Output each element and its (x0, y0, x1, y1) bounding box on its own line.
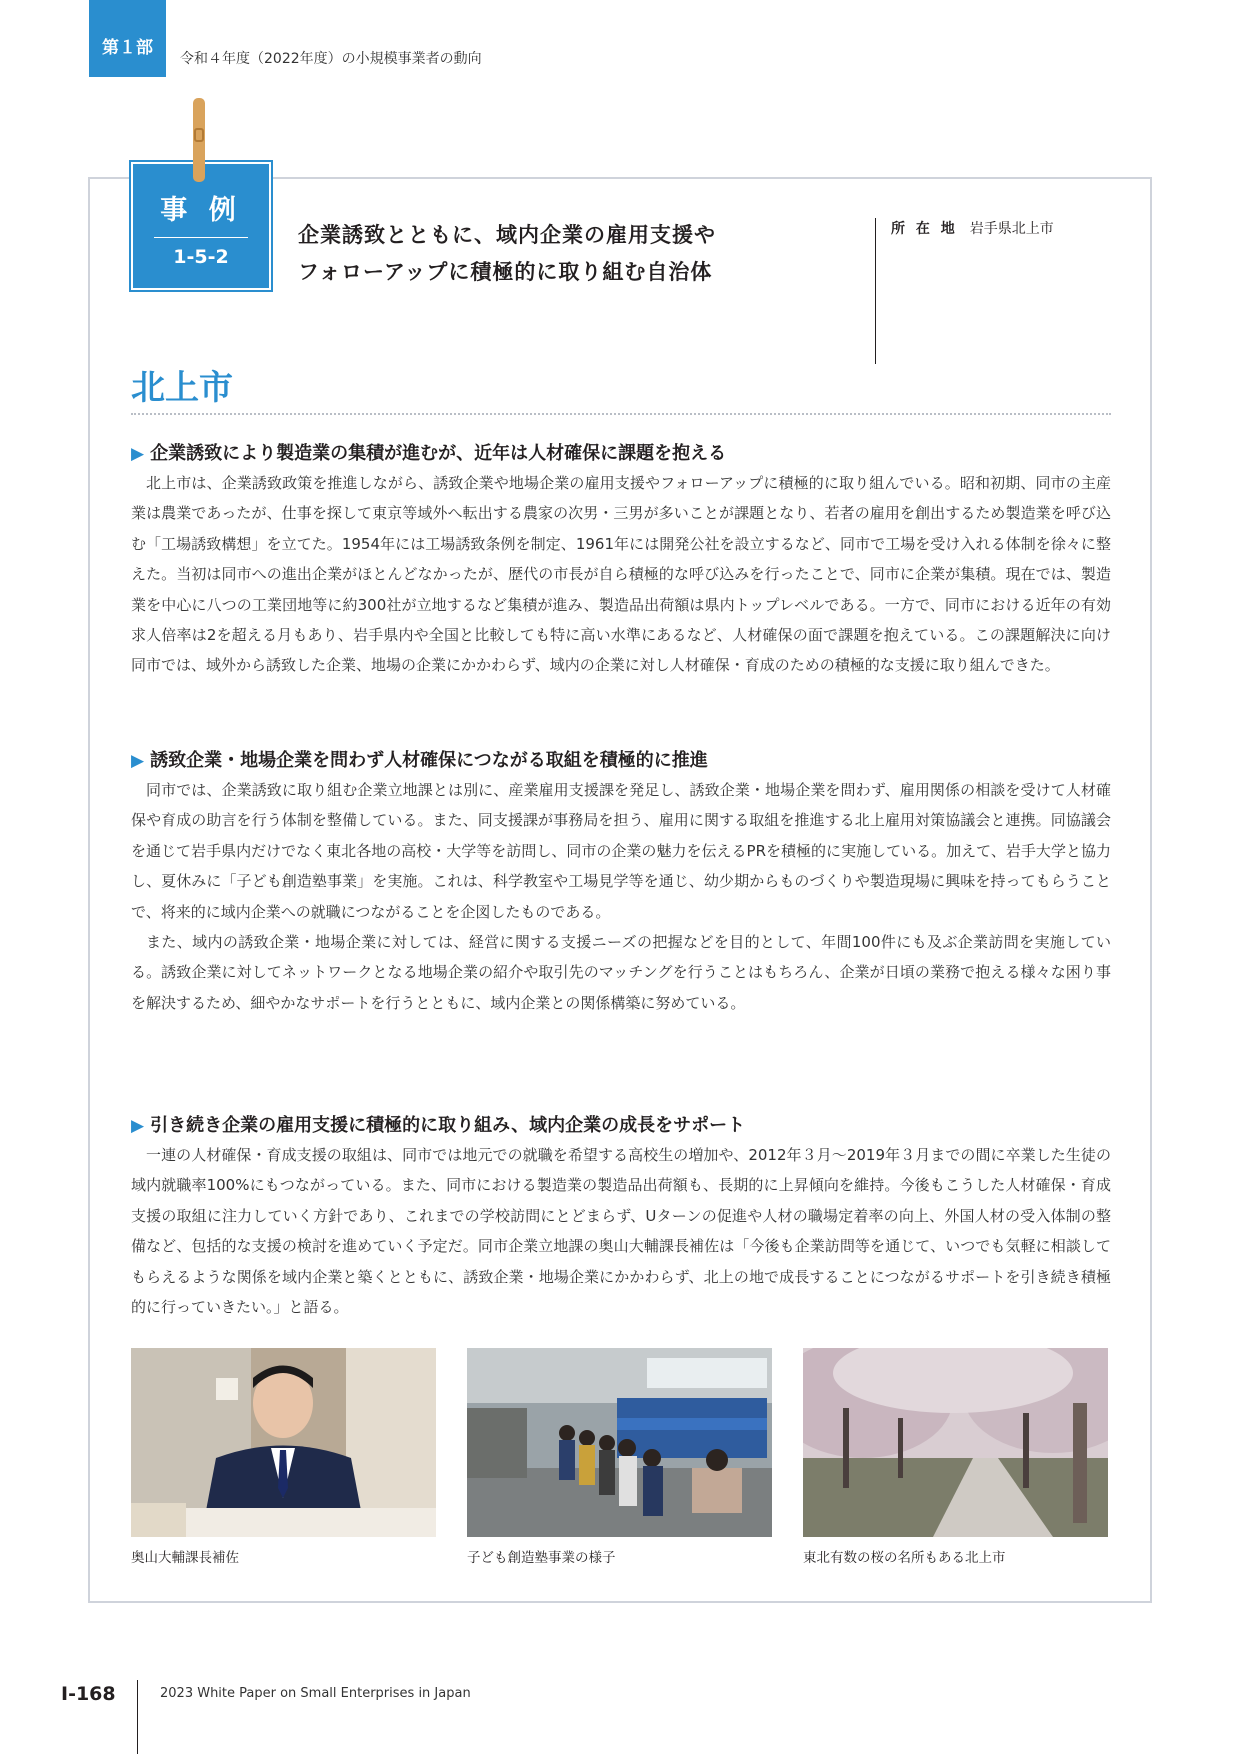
case-label: 事 例 (160, 195, 242, 226)
photo-caption: 子ども創造塾事業の様子 (467, 1550, 616, 1566)
triangle-icon: ▶ (131, 1116, 145, 1136)
paragraph: 同市では、企業誘致に取り組む企業立地課とは別に、産業雇用支援課を発足し、誘致企業・地場企業を問わず、雇用関係の相談を受けて人材確保や育成の助言を行う体制を整備している。また、同支援課が事務局を担う、雇用に関する取組を推進する北上雇用対策協議会と連携。同協議会を通じて岩手県内だけでなく東北各地の高校・大学等を訪問し、同市の企業の魅力を伝えるPRを積極的に実施している。加えて、岩手大学と協力し、夏休みに「子ども創造塾事業」を実施。これは、科学教室や工場見学等を通じ、幼少期からものづくりや製造現場に興味を持ってもらうことで、将来的に域内企業への就職につながることを企図したものである。 (131, 781, 1111, 921)
section-heading-text: 誘致企業・地場企業を問わず人材確保につながる取組を積極的に推進 (150, 750, 708, 771)
case-title (298, 217, 716, 291)
photo-caption: 東北有数の桜の名所もある北上市 (803, 1550, 1006, 1566)
section-heading (131, 1112, 1111, 1140)
case-number: 1-5-2 (173, 246, 229, 268)
divider (875, 218, 876, 364)
photo-official (131, 1348, 436, 1537)
location (891, 218, 1054, 238)
case-title-line1: 企業誘致とともに、域内企業の雇用支援や (298, 223, 716, 247)
section-heading (131, 440, 1111, 468)
paragraph: 北上市は、企業誘致政策を推進しながら、誘致企業や地場企業の雇用支援やフォローアップに積極的に取り組んでいる。昭和初期、同市の主産業は農業であったが、仕事を探して東京等域外へ転出する農家の次男・三男が多いことが課題となり、若者の雇用を創出するため製造業を呼び込む「工場誘致構想」を立てた。1954年には工場誘致条例を制定、1961年には開発公社を設立するなど、同市で工場を受け入れる体制を徐々に整えた。当初は同市への進出企業がほとんどなかったが、歴代の市長が自ら積極的な呼び込みを行ったことで、同市に企業が集積。現在では、製造業を中心に八つの工業団地等に約300社が立地するなど集積が進み、製造品出荷額は県内トップレベルである。一方で、同市における近年の有効求人倍率は2を超える月もあり、岩手県内や全国と比較しても特に高い水準にあるなど、人材確保の面で課題を抱えている。この課題解決に向け同市では、域外から誘致した企業、地場の企業にかかわらず、域内の企業に対し人材確保・育成のための積極的な支援に取り組んできた。 (131, 474, 1111, 675)
photo-workshop (467, 1348, 772, 1537)
part-title: 令和４年度（2022年度）の小規模事業者の動向 (180, 51, 482, 67)
triangle-icon: ▶ (131, 751, 145, 771)
location-label: 所 在 地 (891, 221, 958, 237)
section-heading-text: 引き続き企業の雇用支援に積極的に取り組み、域内企業の成長をサポート (150, 1115, 746, 1136)
publication-title: 2023 White Paper on Small Enterprises in Japan (160, 1686, 471, 1701)
photo-caption: 奥山大輔課長補佐 (131, 1550, 239, 1566)
photo-cherry-blossoms (803, 1348, 1108, 1537)
section-2 (131, 747, 1111, 1018)
section-3 (131, 1112, 1111, 1322)
section-1 (131, 440, 1111, 681)
footer-divider (137, 1680, 138, 1754)
city-name: 北上市 (131, 368, 233, 408)
case-title-line2: フォローアップに積極的に取り組む自治体 (298, 260, 713, 284)
part-label: 第１部 (89, 0, 166, 77)
paragraph: 一連の人材確保・育成支援の取組は、同市では地元での就職を希望する高校生の増加や、2012年３月〜2019年３月までの間に卒業した生徒の域内就職率100%にもつながっている。また、同市における製造業の製造品出荷額も、長期的に上昇傾向を維持。今後もこうした人材確保・育成支援の取組に注力していく方針であり、これまでの学校訪問にとどまらず、Uターンの促進や人材の職場定着率の向上、外国人材の受入体制の整備など、包括的な支援の検討を進めていく予定だ。同市企業立地課の奥山大輔課長補佐は「今後も企業訪問等を通じて、いつでも気軽に相談してもらえるような関係を域内企業と築くとともに、誘致企業・地場企業にかかわらず、北上の地で成長することにつながるサポートを引き続き積極的に行っていきたい。」と語る。 (131, 1146, 1111, 1317)
paragraph: また、域内の誘致企業・地場企業に対しては、経営に関する支援ニーズの把握などを目的として、年間100件にも及ぶ企業訪問を実施している。誘致企業に対してネットワークとなる地場企業の紹介や取引先のマッチングを行うことはもちろん、企業が日頃の業務で抱える様々な困り事を解決するため、細やかなサポートを行うとともに、域内企業との関係構築に努めている。 (131, 933, 1111, 1012)
triangle-icon: ▶ (131, 444, 145, 464)
page-number: I-168 (61, 1683, 116, 1705)
section-heading-text: 企業誘致により製造業の集積が進むが、近年は人材確保に課題を抱える (150, 443, 727, 464)
case-rule (154, 237, 248, 238)
dotted-divider (131, 413, 1111, 415)
section-heading (131, 747, 1111, 775)
clip-mark (194, 128, 204, 142)
location-value: 岩手県北上市 (969, 221, 1054, 237)
